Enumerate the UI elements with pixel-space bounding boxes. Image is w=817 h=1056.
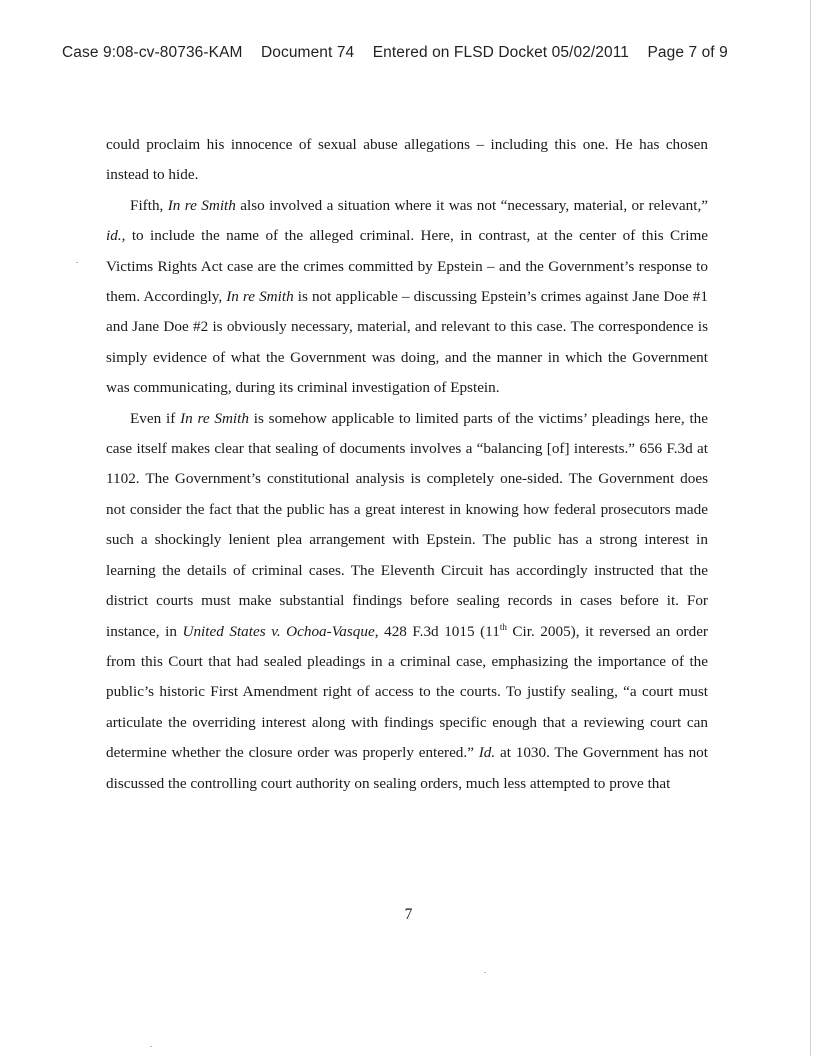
paragraph-even-if: Even if In re Smith is somehow applicable to limited parts of the victims’ pleadings here, the case itself makes clear that sealing of documents involves a “balancing [of] interests.” 656 F.3d at 1102. The Government’s constitutional analysis is completely one-sided. The Government does not consider the fact that the public has a great interest in knowing how federal prosecutors made such a shockingly lenient plea arrangement with Epstein. The public has a strong interest in learning the details of criminal cases. The Eleventh Circuit has accordingly instructed that the district courts must make substantial findings before sealing records in cases before it. For instance, in United States v. Ochoa-Vasque, 428 F.3d 1015 (11th Cir. 2005), it reversed an order from this Court that had sealed pleadings in a criminal case, emphasizing the importance of the public’s historic First Amendment right of access to the courts. To justify sealing, “a court must articulate the overriding interest along with findings specific enough that a reviewing court can determine whether the closure order was properly entered.” Id. at 1030. The Government has not discussed the controlling court authority on sealing orders, much less attempted to prove that bbox=[106, 409, 709, 792]
scan-speck bbox=[76, 262, 78, 263]
scan-speck bbox=[484, 972, 486, 973]
case-citation: In re Smith bbox=[180, 409, 249, 427]
court-filing-header bbox=[62, 44, 782, 62]
id-citation: id. bbox=[106, 227, 122, 245]
document-number: Document 74 bbox=[260, 44, 355, 61]
docket-entry: Entered on FLSD Docket 05/02/2011 bbox=[372, 44, 630, 61]
ordinal-suffix: th bbox=[499, 621, 507, 632]
paragraph-continuation: could proclaim his innocence of sexual abuse allegations – including this one. He has chosen instead to hide. bbox=[106, 136, 708, 184]
page-count: Page 7 of 9 bbox=[647, 44, 728, 61]
document-body bbox=[106, 130, 708, 799]
paragraph-fifth: Fifth, In re Smith also involved a situation where it was not “necessary, material, or relevant,” id., to include the name of the alleged criminal. Here, in contrast, at the center of this Crime Victims Rights Act case are the crimes committed by Epstein – and the Government’s response to them. Accordingly, In re Smith is not applicable – discussing Epstein’s crimes against Jane Doe #1 and Jane Doe #2 is obviously necessary, material, and relevant to this case. The correspondence is simply evidence of what the Government was doing, and the manner in which the Government was communicating, during its criminal investigation of Epstein. bbox=[106, 196, 708, 397]
case-citation: In re Smith bbox=[167, 196, 236, 214]
case-citation: United States v. Ochoa-Vasque bbox=[182, 622, 375, 640]
id-citation: Id. bbox=[478, 744, 496, 762]
scan-speck bbox=[150, 1046, 152, 1047]
page-edge-rule bbox=[810, 0, 811, 1056]
case-citation: In re Smith bbox=[226, 288, 294, 306]
case-number: Case 9:08-cv-80736-KAM bbox=[62, 44, 243, 61]
page-number: 7 bbox=[404, 906, 413, 923]
